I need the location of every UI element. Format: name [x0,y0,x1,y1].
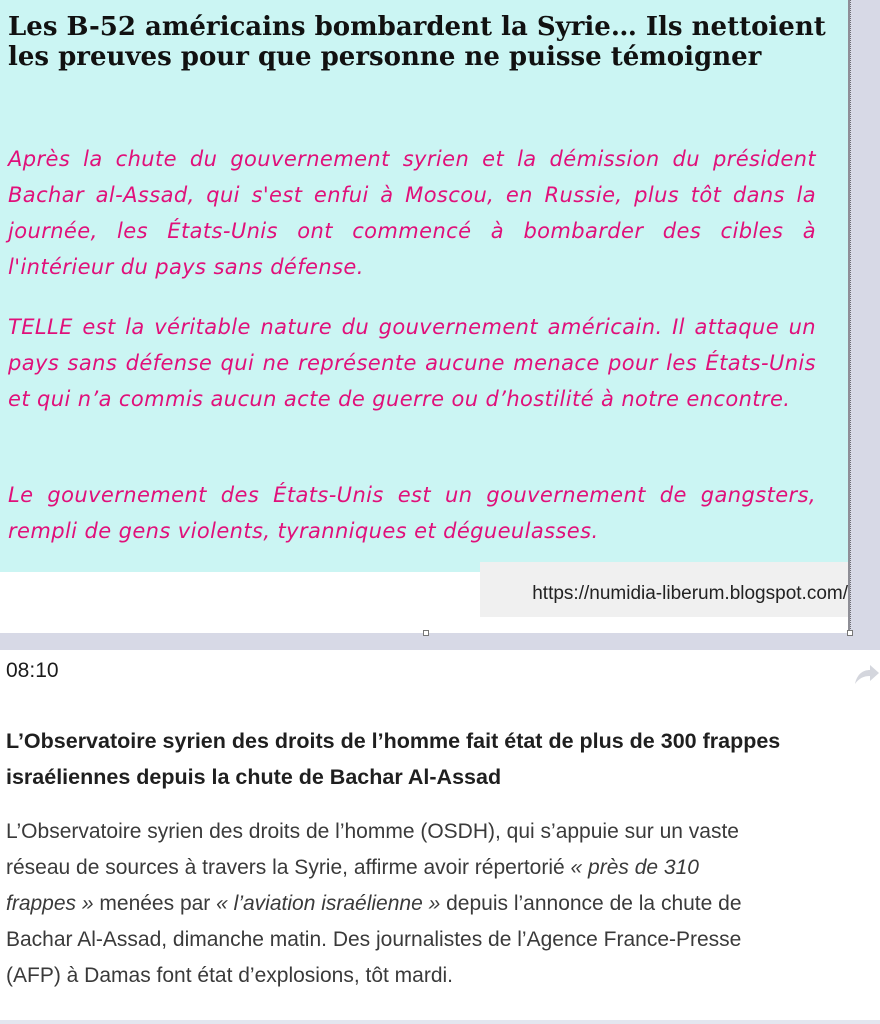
source-url: https://numidia-liberum.blogspot.com/ [532,583,848,604]
source-url-box [480,562,848,617]
body-line [6,850,866,886]
article-body [6,814,866,994]
resize-handle [423,630,429,636]
article-title-line: israéliennes depuis la chute de Bachar Al-Assad [6,765,502,789]
quote-text: frappes » [6,892,94,915]
resize-handle [847,630,853,636]
body-line [6,886,866,922]
blog-paragraph: TELLE est la véritable nature du gouvernement américain. Il attaque un pays sans défense qui ne représente aucune menace pour les États-Unis et qui n’a commis aucun acte de guerre ou d’hostilité à notre encontre. [8,315,816,411]
body-text: réseau de sources à travers la Syrie, affirme avoir répertorié [6,856,571,879]
body-text: depuis l’annonce de la chute de [440,892,742,915]
body-line: Bachar Al-Assad, dimanche matin. Des journalistes de l’Agence France-Presse [6,928,742,951]
blog-headline: Les B-52 américains bombardent la Syrie… Ils nettoient les preuves pour que personne ne puisse témoigner [8,12,826,72]
body-text: menées par [93,892,217,915]
article-title-line: L’Observatoire syrien des droits de l’homme fait état de plus de 300 frappes [6,729,781,753]
blog-paragraph: Après la chute du gouvernement syrien et la démission du président Bachar al-Assad, qui s'est enfui à Moscou, en Russie, plus tôt dans la journée, les États-Unis ont commencé à bombarder des cibles à l'intérieur du pays sans défense. [8,147,816,279]
article-title [6,723,880,795]
bottom-divider [0,1020,880,1024]
quote-text: « près de 310 [570,856,699,879]
quote-text: « l’aviation israélienne » [216,892,441,915]
card-edge-dots [850,0,852,633]
post-time: 08:10 [6,659,59,682]
blog-paragraph: Le gouvernement des États-Unis est un gouvernement de gangsters, rempli de gens violents, tyranniques et dégueulasses. [8,483,816,543]
share-icon[interactable] [852,660,880,688]
body-line: (AFP) à Damas font état d’explosions, tôt mardi. [6,964,454,987]
body-line: L’Observatoire syrien des droits de l’homme (OSDH), qui s’appuie sur un vaste [6,820,739,843]
